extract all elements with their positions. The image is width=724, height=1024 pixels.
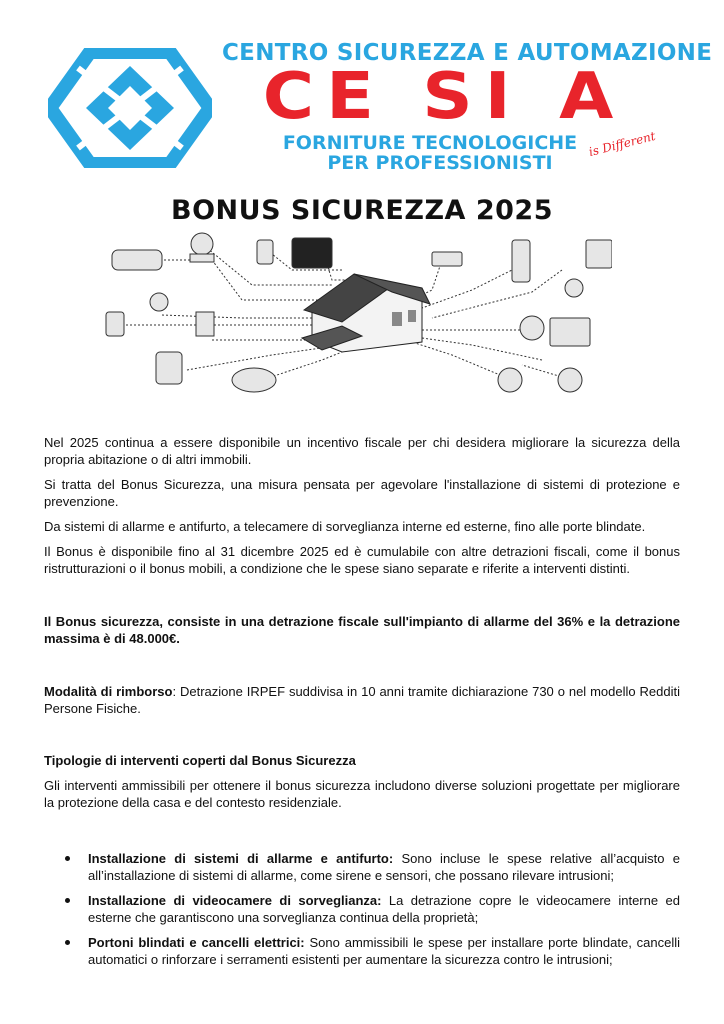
bullet-icon xyxy=(65,898,70,903)
company-logo-icon xyxy=(48,48,212,168)
list-item xyxy=(88,934,680,968)
list-item-label: Portoni blindati e cancelli elettrici: xyxy=(88,935,305,950)
intro-paragraph-1: Nel 2025 continua a essere disponibile un incentivo fiscale per chi desidera migliorare la sicurezza della propria abitazione o di altri immobili. xyxy=(44,435,680,467)
bullet-icon xyxy=(65,856,70,861)
company-tagline-line2: PER PROFESSIONISTI xyxy=(327,152,553,174)
refund-paragraph xyxy=(44,683,680,717)
list-item-label: Installazione di sistemi di allarme e antifurto: xyxy=(88,851,394,866)
bullet-icon xyxy=(65,940,70,945)
refund-label: Modalità di rimborso xyxy=(44,684,173,699)
list-item xyxy=(88,892,680,926)
intro-paragraph-2: Si tratta del Bonus Sicurezza, una misura pensata per agevolare l'installazione di sistemi di protezione e prevenzione. xyxy=(44,477,680,509)
intro-paragraph-4: Il Bonus è disponibile fino al 31 dicembre 2025 ed è cumulabile con altre detrazioni fiscali, come il bonus ristrutturazioni o il bonus mobili, a condizione che le spese siano separate e riferite a interventi distinti. xyxy=(44,544,680,576)
company-brand-name: CE SI A xyxy=(262,58,626,134)
company-tagline-line1: FORNITURE TECNOLOGICHE xyxy=(282,132,578,154)
refund-text: : Detrazione IRPEF suddivisa in 10 anni tramite dichiarazione 730 o nel modello Redditi Persone Fisiche. xyxy=(44,684,681,716)
list-item-label: Installazione di videocamere di sorveglianza: xyxy=(88,893,382,908)
company-script-slogan: is Different xyxy=(587,128,657,160)
intro-paragraph-3: Da sistemi di allarme e antifurto, a telecamere di sorveglianza interne ed esterne, fino alle porte blindate. xyxy=(44,519,646,534)
company-tagline-top: CENTRO SICUREZZA E AUTOMAZIONE xyxy=(222,40,713,66)
types-intro: Gli interventi ammissibili per ottenere il bonus sicurezza includono diverse soluzioni progettate per migliorare la protezione della casa e del contesto residenziale. xyxy=(44,778,680,810)
smart-home-devices-illustration xyxy=(92,230,612,418)
page-title: BONUS SICUREZZA 2025 xyxy=(171,195,553,226)
list-item-text: La detrazione copre le videocamere interne ed esterne che garantiscono una sorveglianza continua della proprietà; xyxy=(88,893,680,925)
bonus-highlight: Il Bonus sicurezza, consiste in una detrazione fiscale sull'impianto di allarme del 36% e la detrazione massima è di 48.000€. xyxy=(44,614,680,646)
list-item-text: Sono incluse le spese relative all’acquisto e all’installazione di sistemi di allarme, come sirene e sensori, che possano rilevare intrusioni; xyxy=(88,851,680,883)
list-item xyxy=(88,850,680,884)
types-heading: Tipologie di interventi coperti dal Bonus Sicurezza xyxy=(44,753,356,768)
list-item-text: Sono ammissibili le spese per installare porte blindate, cancelli automatici o rinforzare i serramenti esistenti per aumentare la sicurezza contro le intrusioni; xyxy=(88,935,681,967)
